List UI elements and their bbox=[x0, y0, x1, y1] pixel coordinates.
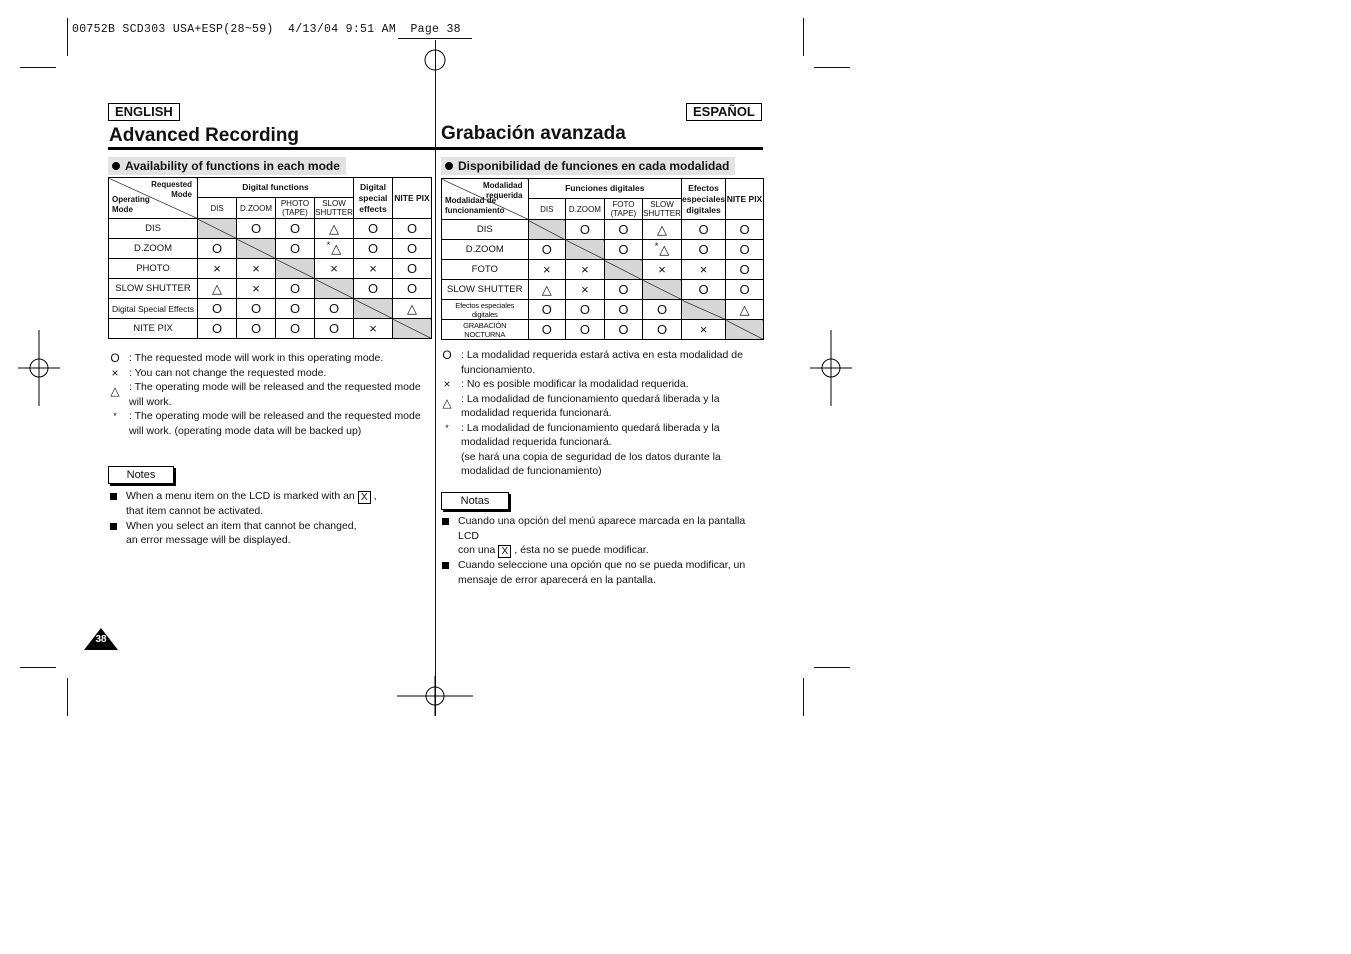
table-cell: O bbox=[682, 280, 726, 300]
table-cell: O bbox=[276, 219, 315, 239]
column-header: NITE PIX bbox=[393, 178, 432, 219]
legend-symbol: O bbox=[442, 348, 452, 362]
column-header: D.ZOOM bbox=[237, 198, 276, 219]
row-header: D.ZOOM bbox=[109, 239, 198, 259]
table-cell-na bbox=[566, 240, 605, 260]
table-cell: △ bbox=[198, 279, 237, 299]
table-cell: O bbox=[237, 219, 276, 239]
legend-symbol: * bbox=[113, 411, 117, 421]
row-header: SLOW SHUTTER bbox=[442, 280, 529, 300]
table-cell: × bbox=[354, 319, 393, 339]
legend-text: : The operating mode will be released and the requested mode will work. (operating mode data will be backed up) bbox=[129, 410, 421, 437]
table-row bbox=[109, 319, 432, 339]
square-bullet-icon bbox=[442, 562, 449, 569]
table-cell: O bbox=[276, 299, 315, 319]
table-corner-header: Requested Mode Operating Mode bbox=[109, 178, 198, 219]
square-bullet-icon bbox=[110, 493, 117, 500]
table-cell: O bbox=[726, 280, 764, 300]
list-item: When you select an item that cannot be changed, an error message will be displayed. bbox=[110, 519, 410, 548]
legend-symbol: △ bbox=[110, 384, 120, 398]
table-row bbox=[109, 299, 432, 319]
legend-item bbox=[109, 366, 429, 381]
row-header: SLOW SHUTTER bbox=[109, 279, 198, 299]
legend-symbol: O bbox=[110, 351, 120, 365]
crop-mark bbox=[814, 67, 850, 68]
table-cell: *△ bbox=[643, 240, 682, 260]
column-header: Digital special effects bbox=[354, 178, 393, 219]
table-cell: × bbox=[315, 259, 354, 279]
table-cell: O bbox=[682, 220, 726, 240]
registration-mark-top bbox=[418, 40, 452, 84]
print-slug: 00752B SCD303 USA+ESP(28~59) 4/13/04 9:51 AM Page 38 bbox=[72, 23, 461, 36]
table-cell: △ bbox=[726, 300, 764, 320]
legend-text: : La modalidad de funcionamiento quedará liberada y la modalidad requerida funcionará. (se hará una copia de seguridad de los datos durante la modalidad de funcionamiento) bbox=[461, 421, 721, 477]
row-header: DIS bbox=[442, 220, 529, 240]
square-bullet-icon bbox=[442, 518, 449, 525]
table-cell: O bbox=[198, 319, 237, 339]
legend-item bbox=[441, 421, 766, 479]
table-cell-na bbox=[276, 259, 315, 279]
legend-text: : You can not change the requested mode. bbox=[129, 366, 327, 379]
legend-text: : La modalidad requerida estará activa en esta modalidad de funcionamiento. bbox=[461, 349, 743, 376]
table-cell-na bbox=[393, 319, 432, 339]
table-cell: O bbox=[393, 239, 432, 259]
table-cell: × bbox=[566, 260, 605, 280]
column-header: SLOW SHUTTER bbox=[643, 200, 681, 218]
table-cell: O bbox=[315, 299, 354, 319]
crop-mark bbox=[814, 667, 850, 668]
list-item: Cuando seleccione una opción que no se pueda modificar, un mensaje de error aparecerá en la pantalla. bbox=[442, 558, 764, 587]
page-title-spanish: Grabación avanzada bbox=[441, 123, 626, 144]
square-bullet-icon bbox=[110, 523, 117, 530]
table-cell: △ bbox=[643, 220, 682, 240]
table-cell: O bbox=[237, 319, 276, 339]
table-cell: O bbox=[315, 319, 354, 339]
table-row bbox=[442, 260, 764, 280]
table-cell-na bbox=[315, 279, 354, 299]
table-cell: × bbox=[682, 320, 726, 340]
row-header: NITE PIX bbox=[109, 319, 198, 339]
list-item: Cuando una opción del menú aparece marcada en la pantalla LCD con una X , ésta no se puede modificar. bbox=[442, 514, 764, 558]
notes-list-spanish bbox=[442, 514, 764, 587]
table-cell: O bbox=[604, 320, 642, 340]
availability-table-english bbox=[108, 177, 432, 339]
column-header: FOTO (TAPE) bbox=[604, 199, 642, 220]
table-cell: × bbox=[198, 259, 237, 279]
table-cell: O bbox=[393, 259, 432, 279]
registration-mark-left bbox=[18, 330, 60, 406]
column-header: D.ZOOM bbox=[566, 199, 605, 220]
table-cell: *△ bbox=[315, 239, 354, 259]
row-header: PHOTO bbox=[109, 259, 198, 279]
table-row bbox=[109, 239, 432, 259]
table-cell-na bbox=[682, 300, 726, 320]
crop-mark bbox=[803, 18, 804, 56]
table-cell: O bbox=[354, 279, 393, 299]
notes-label-english: Notes bbox=[108, 466, 174, 484]
legend-symbol: × bbox=[111, 365, 119, 380]
legend-item bbox=[441, 348, 766, 377]
row-header: GRABACIÓN NOCTURNA bbox=[442, 320, 529, 340]
table-row bbox=[442, 280, 764, 300]
disabled-mark-icon: X bbox=[358, 491, 371, 504]
row-header: Efectos especiales digitales bbox=[442, 300, 529, 320]
language-label-english: ENGLISH bbox=[108, 103, 180, 121]
table-cell: O bbox=[276, 239, 315, 259]
table-cell: O bbox=[528, 300, 566, 320]
title-rule bbox=[108, 147, 435, 150]
table-cell: O bbox=[726, 240, 764, 260]
row-header: Digital Special Effects bbox=[109, 299, 198, 319]
legend-english bbox=[109, 351, 429, 438]
column-header: Efectos especiales digitales bbox=[682, 179, 726, 220]
column-group-header: Funciones digitales bbox=[528, 179, 682, 199]
legend-text: : No es posible modificar la modalidad requerida. bbox=[461, 378, 689, 390]
table-cell-na bbox=[726, 320, 764, 340]
table-cell: O bbox=[276, 319, 315, 339]
legend-text: : The requested mode will work in this operating mode. bbox=[129, 352, 384, 364]
notes-label-spanish: Notas bbox=[441, 492, 509, 510]
table-cell: △ bbox=[528, 280, 566, 300]
section-heading-english: Availability of functions in each mode bbox=[108, 157, 346, 175]
page-number: 38 bbox=[95, 634, 107, 645]
language-label-spanish: ESPAÑOL bbox=[686, 103, 762, 121]
column-header: DIS bbox=[198, 198, 237, 219]
bullet-icon bbox=[112, 162, 120, 170]
table-cell: × bbox=[354, 259, 393, 279]
table-cell: O bbox=[643, 320, 682, 340]
table-cell: O bbox=[604, 240, 642, 260]
table-cell: × bbox=[237, 279, 276, 299]
table-cell: O bbox=[566, 320, 605, 340]
section-heading-spanish: Disponibilidad de funciones en cada modalidad bbox=[441, 157, 735, 175]
slug-underline bbox=[398, 38, 472, 39]
crop-mark bbox=[20, 667, 56, 668]
list-item: When a menu item on the LCD is marked with an X , that item cannot be activated. bbox=[110, 489, 410, 519]
table-cell: O bbox=[566, 300, 605, 320]
legend-symbol: △ bbox=[442, 395, 452, 410]
table-cell-na bbox=[528, 220, 566, 240]
table-cell: △ bbox=[393, 299, 432, 319]
table-row bbox=[109, 219, 432, 239]
row-header: D.ZOOM bbox=[442, 240, 529, 260]
table-cell: × bbox=[528, 260, 566, 280]
page-title-english: Advanced Recording bbox=[109, 125, 300, 146]
table-cell-na bbox=[237, 239, 276, 259]
crop-mark bbox=[20, 67, 56, 68]
table-row bbox=[442, 220, 764, 240]
registration-mark-bottom bbox=[397, 676, 473, 716]
table-cell: O bbox=[276, 279, 315, 299]
legend-item bbox=[109, 351, 429, 366]
table-row bbox=[109, 259, 432, 279]
table-cell: O bbox=[354, 239, 393, 259]
legend-text: : La modalidad de funcionamiento quedará liberada y la modalidad requerida funcionará. bbox=[461, 392, 720, 419]
disabled-mark-icon: X bbox=[498, 545, 511, 558]
table-cell: O bbox=[643, 300, 682, 320]
legend-text: : The operating mode will be released and the requested mode will work. bbox=[129, 381, 421, 408]
table-cell-na bbox=[604, 260, 642, 280]
table-cell: × bbox=[237, 259, 276, 279]
legend-spanish bbox=[441, 348, 766, 479]
table-cell: O bbox=[682, 240, 726, 260]
legend-symbol: * bbox=[445, 422, 449, 433]
table-cell: O bbox=[198, 239, 237, 259]
table-corner-header: Modalidad requerida Modalidad de funcionamiento bbox=[442, 179, 529, 220]
legend-item bbox=[109, 380, 429, 409]
column-group-header: Digital functions bbox=[198, 178, 354, 198]
table-cell: O bbox=[393, 219, 432, 239]
legend-symbol: × bbox=[443, 377, 451, 391]
table-row bbox=[442, 300, 764, 320]
crop-mark bbox=[803, 678, 804, 716]
table-row bbox=[442, 240, 764, 260]
legend-item bbox=[109, 409, 429, 438]
title-rule bbox=[436, 147, 763, 150]
column-header: PHOTO (TAPE) bbox=[276, 198, 315, 219]
registration-mark-right bbox=[810, 330, 852, 406]
table-cell: O bbox=[604, 280, 642, 300]
availability-table-spanish bbox=[441, 178, 764, 340]
table-cell: O bbox=[528, 240, 566, 260]
table-cell: O bbox=[604, 300, 642, 320]
row-header: FOTO bbox=[442, 260, 529, 280]
table-row bbox=[109, 279, 432, 299]
crop-mark bbox=[67, 678, 68, 716]
table-cell: O bbox=[726, 260, 764, 280]
table-cell: O bbox=[393, 279, 432, 299]
table-cell: △ bbox=[315, 219, 354, 239]
table-cell: O bbox=[198, 299, 237, 319]
row-header: DIS bbox=[109, 219, 198, 239]
table-cell: O bbox=[566, 220, 605, 240]
column-header: DIS bbox=[528, 199, 566, 220]
table-cell: O bbox=[726, 220, 764, 240]
center-fold-line bbox=[435, 40, 436, 716]
table-cell: O bbox=[354, 219, 393, 239]
table-cell-na bbox=[643, 280, 682, 300]
column-header: NITE PIX bbox=[726, 179, 764, 220]
table-cell: O bbox=[528, 320, 566, 340]
crop-mark bbox=[67, 18, 68, 56]
bullet-icon bbox=[445, 162, 453, 170]
table-cell-na bbox=[354, 299, 393, 319]
table-cell: × bbox=[643, 260, 682, 280]
legend-item bbox=[441, 392, 766, 421]
table-cell: × bbox=[682, 260, 726, 280]
table-cell: O bbox=[604, 220, 642, 240]
table-row bbox=[442, 320, 764, 340]
table-cell: O bbox=[237, 299, 276, 319]
table-cell-na bbox=[198, 219, 237, 239]
column-header: SLOW SHUTTER bbox=[315, 199, 353, 217]
table-cell: × bbox=[566, 280, 605, 300]
notes-list-english bbox=[110, 489, 410, 548]
legend-item bbox=[441, 377, 766, 392]
